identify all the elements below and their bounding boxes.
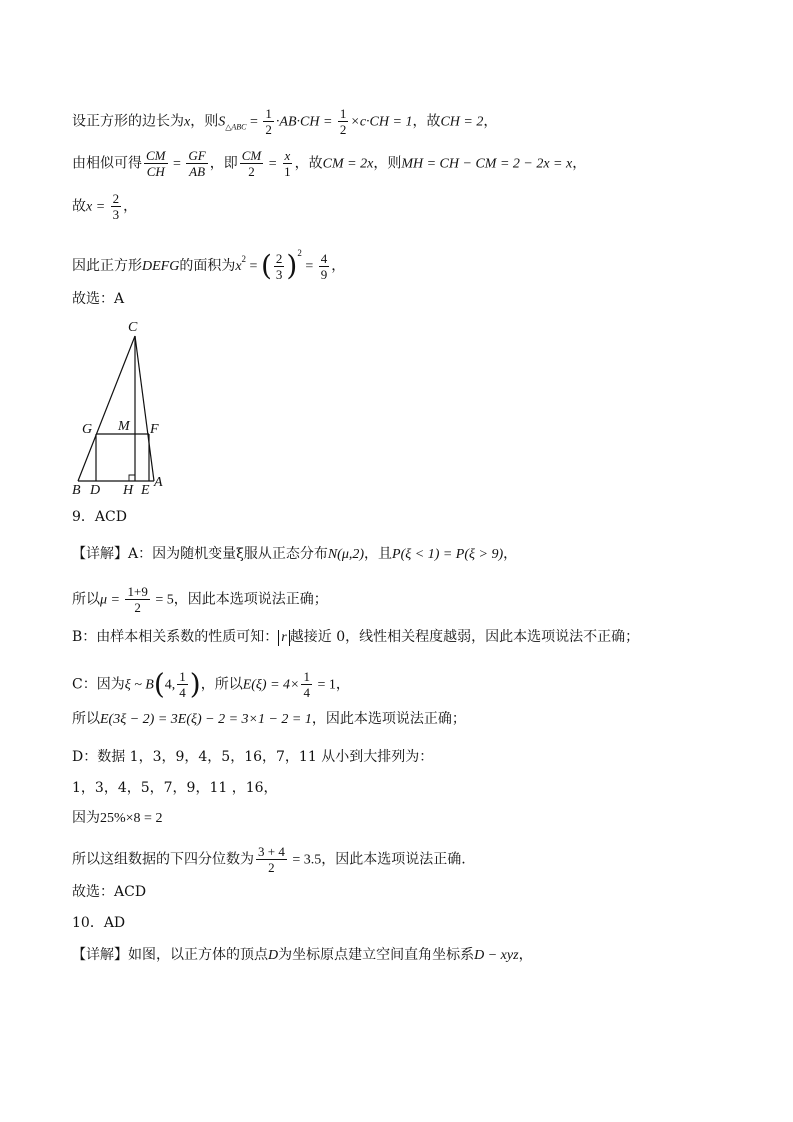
frac-num: CM — [146, 148, 166, 163]
label-H: H — [123, 483, 134, 498]
math-eq: = — [301, 259, 317, 274]
triangle-square-figure — [68, 318, 168, 500]
math-x: x — [235, 259, 242, 274]
math-eq: = — [246, 259, 261, 274]
math-expr: μ = — [100, 592, 124, 608]
text: 所以 — [72, 591, 100, 608]
left-paren: ( — [260, 249, 272, 282]
solution-line-4 — [72, 243, 345, 282]
right-paren: ) — [189, 667, 201, 701]
text: 故 — [72, 198, 86, 215]
text: ， — [331, 258, 346, 274]
answer-line-9: 故选：ACD — [72, 884, 147, 900]
math-S: S — [218, 114, 226, 130]
math-sub: △ABC — [225, 122, 247, 132]
fraction — [274, 251, 285, 282]
math-expr: CH = 2 — [440, 114, 484, 130]
frac-num: 2 — [275, 250, 283, 266]
text: ，故 — [294, 155, 323, 172]
label-G: G — [82, 422, 93, 437]
text: ， — [503, 546, 518, 562]
detail-line-E — [72, 709, 466, 730]
text: ，因此本选项说法正确； — [311, 711, 466, 727]
math-expr: MH = CH − CM = 2 − 2x = x — [401, 156, 573, 172]
right-paren: ) — [286, 249, 298, 282]
math-expr: ·AB·CH = — [275, 114, 336, 130]
detail-line-9D: D：数据 1，3，9，4，5，16，7，11 从小到大排列为： — [72, 749, 434, 765]
quartile-line — [72, 844, 466, 875]
solution-line-1 — [72, 106, 497, 138]
label-E: E — [141, 483, 150, 498]
text: ， — [518, 947, 533, 963]
frac-num: 4 — [320, 250, 328, 266]
math-eq: = — [265, 156, 281, 172]
frac-num: 3 + 4 — [258, 844, 285, 859]
frac-num: CM — [241, 148, 262, 163]
frac-num: 1 — [179, 669, 186, 684]
text: 由相似可得 — [72, 155, 142, 172]
frac-num: x — [284, 148, 291, 163]
frac-den: AB — [189, 164, 206, 179]
text: ， — [572, 155, 587, 172]
frac-den: CH — [146, 164, 165, 179]
text: ，则 — [373, 155, 402, 172]
text: 所以这组数据的下四分位数为 — [72, 851, 254, 868]
label-F: F — [150, 422, 159, 437]
math-expr: E(ξ) = 4× — [242, 677, 300, 693]
fraction — [125, 584, 149, 615]
math-sup: 2 — [297, 248, 302, 258]
detail-line-9B — [72, 627, 639, 647]
text: ，因此本选项说法正确； — [173, 591, 328, 608]
fraction — [177, 669, 188, 700]
answer-line-8: 故选：A — [72, 291, 125, 307]
frac-den: 2 — [339, 122, 347, 137]
frac-den: 2 — [248, 164, 255, 179]
math-expr: = 5 — [151, 592, 174, 608]
fraction — [240, 148, 264, 179]
edge-CA — [135, 336, 154, 481]
math-expr: = 3.5 — [288, 852, 322, 868]
detail-tag: 【详解】 — [72, 947, 128, 963]
detail-line-10 — [72, 945, 533, 966]
label-M: M — [118, 419, 130, 434]
label-A: A — [154, 475, 163, 490]
percentile-line — [72, 808, 162, 829]
edge-BC — [78, 336, 135, 481]
frac-num: 1 — [303, 669, 310, 684]
fraction — [301, 669, 312, 700]
math-expr: 4, — [164, 677, 176, 693]
text: 如图，以正方体的顶点 — [128, 947, 268, 963]
text: ，故 — [412, 113, 441, 130]
frac-den: 2 — [134, 600, 141, 615]
text: ，且 — [364, 546, 393, 562]
fraction — [263, 106, 274, 137]
fraction — [144, 148, 168, 179]
text: ， — [335, 676, 350, 693]
frac-num: 1 — [339, 106, 347, 121]
question-number-10: 10．AD — [72, 915, 126, 931]
fraction — [282, 148, 293, 179]
frac-den: 9 — [320, 266, 328, 282]
text: 所以 — [72, 711, 100, 727]
label-B: B — [72, 483, 81, 498]
solution-line-2 — [72, 148, 586, 179]
math-expr: N(μ,2) — [327, 547, 365, 562]
text: ，所以 — [200, 676, 243, 693]
frac-num: GF — [188, 148, 206, 163]
detail-tag: 【详解】 — [72, 546, 128, 562]
math-expr: ξ ~ B — [124, 677, 154, 693]
text: ，因此本选项说法正确. — [321, 851, 466, 868]
fraction — [319, 251, 330, 282]
text: 为坐标原点建立空间直角坐标系 — [278, 947, 475, 963]
fraction — [186, 148, 207, 179]
detail-line-mu — [72, 584, 328, 615]
text: 设正方形的边长为 — [72, 113, 184, 130]
frac-den: 2 — [268, 860, 275, 875]
question-number-9: 9．ACD — [72, 509, 127, 525]
math-abs-r: r — [278, 630, 289, 646]
text: 因为 — [72, 810, 100, 826]
text: 因此正方形 — [72, 258, 142, 274]
sorted-data-line: 1，3，4，5，7，9，11 ，16， — [72, 780, 278, 796]
left-paren: ( — [153, 667, 165, 701]
frac-den: 3 — [112, 207, 120, 222]
solution-line-3 — [72, 191, 137, 222]
frac-den: 3 — [275, 266, 283, 282]
frac-den: 4 — [179, 685, 186, 700]
label-D: D — [90, 483, 101, 498]
math-D: D — [268, 948, 279, 963]
text: 的面积为 — [179, 258, 236, 274]
label-C: C — [128, 320, 138, 335]
math-DEFG: DEFG — [142, 259, 180, 274]
frac-den: 4 — [303, 685, 310, 700]
text: ， — [123, 198, 138, 215]
math-expr: x = — [86, 199, 109, 215]
fraction — [111, 191, 122, 222]
text: ， — [483, 113, 498, 130]
math-expr: 25%×8 = 2 — [100, 811, 163, 826]
math-eq: = — [246, 114, 262, 130]
frac-num: 2 — [112, 191, 120, 206]
detail-line-9C — [72, 669, 350, 700]
math-eq: = — [169, 156, 185, 172]
math-expr: = 1 — [313, 677, 336, 693]
text: C：因为 — [72, 676, 125, 693]
frac-den: 1 — [284, 164, 291, 179]
math-expr: P(ξ < 1) = P(ξ > 9) — [392, 547, 504, 562]
text: ，即 — [209, 155, 238, 172]
frac-den: 2 — [265, 122, 272, 137]
fraction — [256, 844, 287, 875]
math-sup: 2 — [241, 254, 247, 264]
right-angle-mark — [129, 475, 135, 481]
text: 越接近 0，线性相关程度越弱，因此本选项说法不正确； — [289, 629, 640, 645]
text: ，则 — [190, 113, 219, 130]
math-x: x — [184, 114, 191, 130]
math-expr: ×c·CH = 1 — [350, 114, 413, 130]
fraction — [338, 106, 349, 137]
math-expr: D − xyz — [474, 948, 519, 963]
text: B：由样本相关系数的性质可知： — [72, 629, 279, 645]
detail-line-9A — [72, 544, 517, 565]
math-expr: E(3ξ − 2) = 3E(ξ) − 2 = 3×1 − 2 = 1 — [100, 712, 312, 727]
frac-num: 1+9 — [127, 584, 148, 599]
text: A：因为随机变量ξ服从正态分布 — [128, 546, 328, 562]
frac-num: 1 — [265, 106, 272, 121]
math-expr: CM = 2x — [322, 156, 374, 172]
